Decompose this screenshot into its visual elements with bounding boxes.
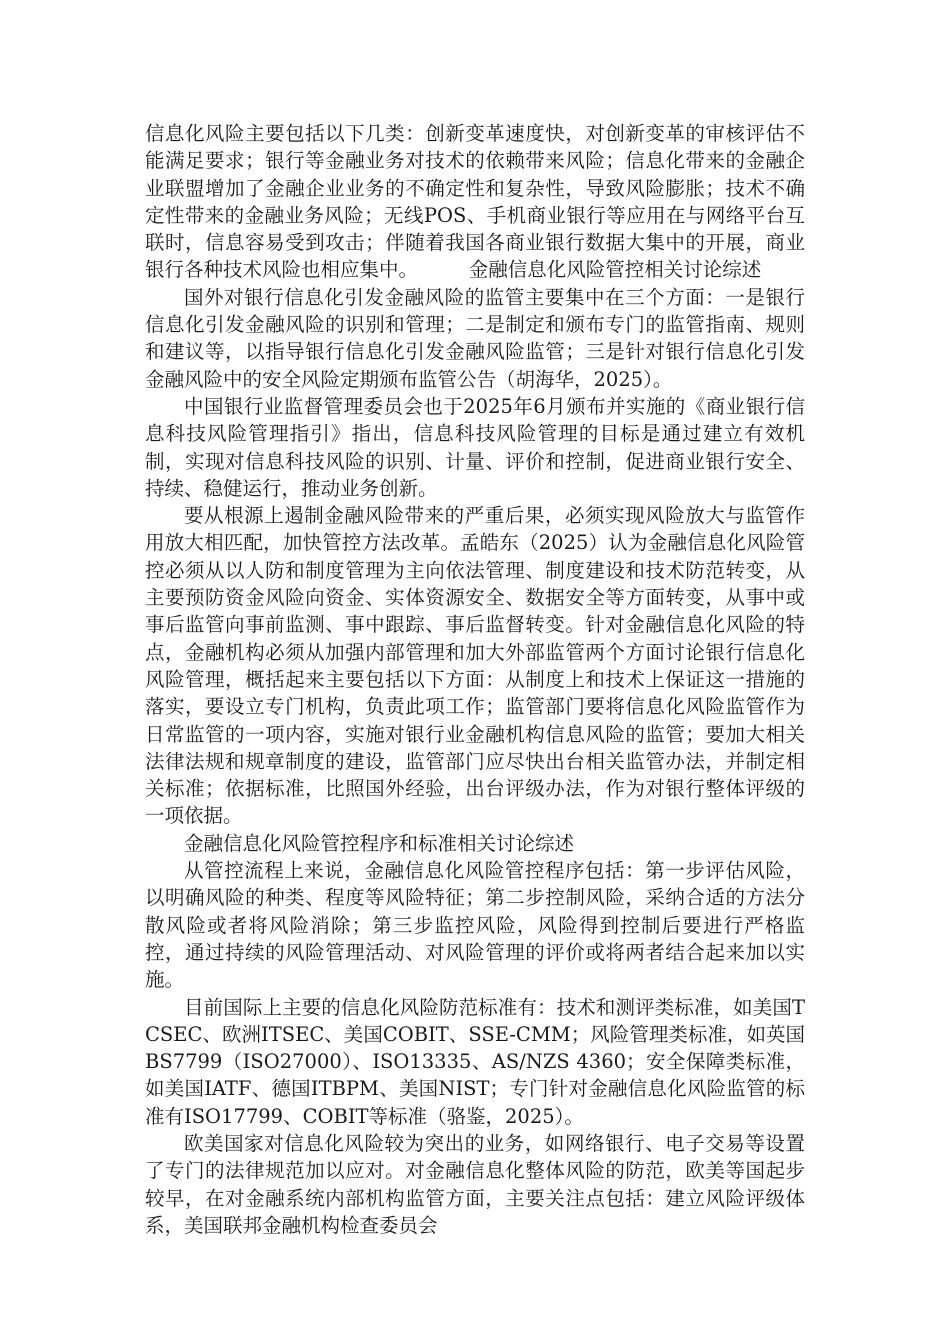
paragraph-risk-types-text: 信息化风险主要包括以下几类：创新变革速度快，对创新变革的审核评估不能满足要求；银行等金融业务对技术的依赖带来风险；信息化带来的金融企业联盟增加了金融企业业务的不确定性和复杂性，导致风险膨胀；技术不确定性带来的金融业务风险；无线POS、手机商业银行等应用在与网络平台互联时，信息容易受到攻击；伴随着我国各商业银行数据大集中的开展，商业银行各种技术风险也相应集中。 — [145, 122, 805, 282]
paragraph-foreign-regulation: 国外对银行信息化引发金融风险的监管主要集中在三个方面：一是银行信息化引发金融风险的识别和管理；二是制定和颁布专门的监管指南、规则和建议等，以指导银行信息化引发金融风险监管；三是针对银行信息化引发金融风险中的安全风险定期颁布监管公告（胡海华，2025）。 — [145, 285, 805, 391]
paragraph-risk-types — [145, 120, 805, 284]
paragraph-control-procedure: 从管控流程上来说，金融信息化风险管控程序包括：第一步评估风险，以明确风险的种类、程度等风险特征；第二步控制风险，采纳合适的方法分散风险或者将风险消除；第三步监控风险，风险得到控制后要进行严格监控，通过持续的风险管理活动、对风险管理的评价或将两者结合起来加以实施。 — [145, 859, 805, 992]
paragraph-western-practice: 欧美国家对信息化风险较为突出的业务，如网络银行、电子交易等设置了专门的法律规范加以应对。对金融信息化整体风险的防范，欧美等国起步较早，在对金融系统内部机构监管方面，主要关注点包括：建立风险评级体系，美国联邦金融机构检查委员会 — [145, 1131, 805, 1237]
paragraph-risk-control-reform: 要从根源上遏制金融风险带来的严重后果，必须实现风险放大与监管作用放大相匹配，加快管控方法改革。孟皓东（2025）认为金融信息化风险管控必须从以人防和制度管理为主向依法管理、制度建设和技术防范转变，从主要预防资金风险向资金、实体资源安全、数据安全等方面转变，从事中或事后监管向事前监测、事中跟踪、事后监督转变。针对金融信息化风险的特点，金融机构必须从加强内部管理和加大外部监管两个方面讨论银行信息化风险管理，概括起来主要包括以下方面：从制度上和技术上保证这一措施的落实，要设立专门机构，负责此项工作；监管部门要将信息化风险监管作为日常监管的一项内容，实施对银行业金融机构信息风险的监管；要加大相关法律法规和规章制度的建设，监管部门应尽快出台相关监管办法，并制定相关标准；依据标准，比照国外经验，出台评级办法，作为对银行整体评级的一项依据。 — [145, 504, 805, 828]
paragraph-cbrc-guideline: 中国银行业监督管理委员会也于2025年6月颁布并实施的《商业银行信息科技风险管理指引》指出，信息科技风险管理的目标是通过建立有效机制，实现对信息科技风险的识别、计量、评价和控制，促进商业银行安全、持续、稳健运行，推动业务创新。 — [145, 394, 805, 500]
section-heading-procedures-standards: 金融信息化风险管控程序和标准相关讨论综述 — [184, 831, 575, 855]
section-heading-risk-control-review: 金融信息化风险管控相关讨论综述 — [468, 258, 762, 282]
paragraph-international-standards: 目前国际上主要的信息化风险防范标准有：技术和测评类标准，如美国TCSEC、欧洲ITSEC、美国COBIT、SSE-CMM；风险管理类标准，如英国BS7799（ISO27000）、ISO13335、AS/NZS 4360；安全保障类标准，如美国IATF、德国ITBPM、美国NIST；专门针对金融信息化风险监管的标准有ISO17799、COBIT等标准（骆鉴，2025）。 — [145, 995, 805, 1128]
document-body — [145, 120, 805, 1239]
